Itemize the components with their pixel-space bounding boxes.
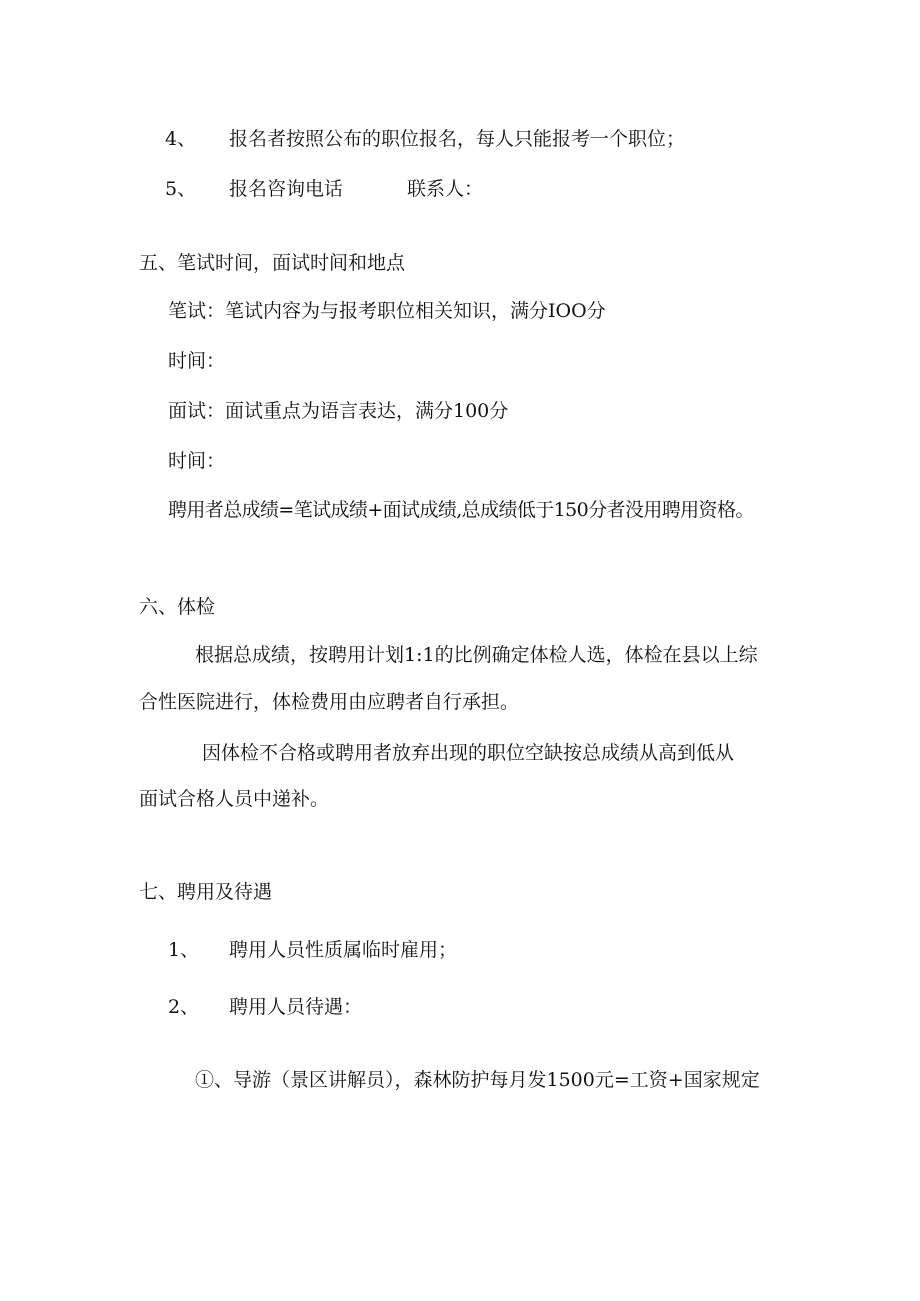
physical-exam-para2-line1: 因体检不合格或聘用者放弃出现的职位空缺按总成绩从高到低从 <box>202 742 735 764</box>
benefits-guide-salary: ①、导游（景区讲解员），森林防护每月发1500元=工资+国家规定 <box>195 1069 760 1091</box>
list-item-inquiry-phone: 报名咨询电话 <box>229 178 344 200</box>
list-number-4: 4、 <box>165 128 197 150</box>
employment-nature: 聘用人员性质属临时雇用； <box>229 939 458 961</box>
physical-exam-para2-line2: 面试合格人员中递补。 <box>139 788 330 810</box>
employment-benefits: 聘用人员待遇： <box>229 996 363 1018</box>
interview-time: 时间： <box>168 450 226 472</box>
section-heading-exam-schedule: 五、笔试时间，面试时间和地点 <box>139 252 406 274</box>
section-heading-employment: 七、聘用及待遇 <box>139 881 273 903</box>
list-item-registration-rule: 报名者按照公布的职位报名，每人只能报考一个职位； <box>229 128 686 150</box>
written-exam-description: 笔试：笔试内容为与报考职位相关知识，满分IOO分 <box>168 300 606 322</box>
list-number-5: 5、 <box>165 178 197 200</box>
total-score-rule: 聘用者总成绩=笔试成绩+面试成绩,总成绩低于150分者没用聘用资格。 <box>168 499 754 521</box>
interview-description: 面试：面试重点为语言表达，满分100分 <box>168 400 509 422</box>
physical-exam-para1-line2: 合性医院进行，体检费用由应聘者自行承担。 <box>139 691 520 713</box>
list-number-1: 1、 <box>168 939 200 961</box>
written-exam-time: 时间： <box>168 350 226 372</box>
list-number-2: 2、 <box>168 996 200 1018</box>
physical-exam-para1-line1: 根据总成绩，按聘用计划1:1的比例确定体检人选，体检在县以上综 <box>195 644 758 666</box>
section-heading-physical-exam: 六、体检 <box>139 596 216 618</box>
contact-person-label: 联系人： <box>407 178 484 200</box>
